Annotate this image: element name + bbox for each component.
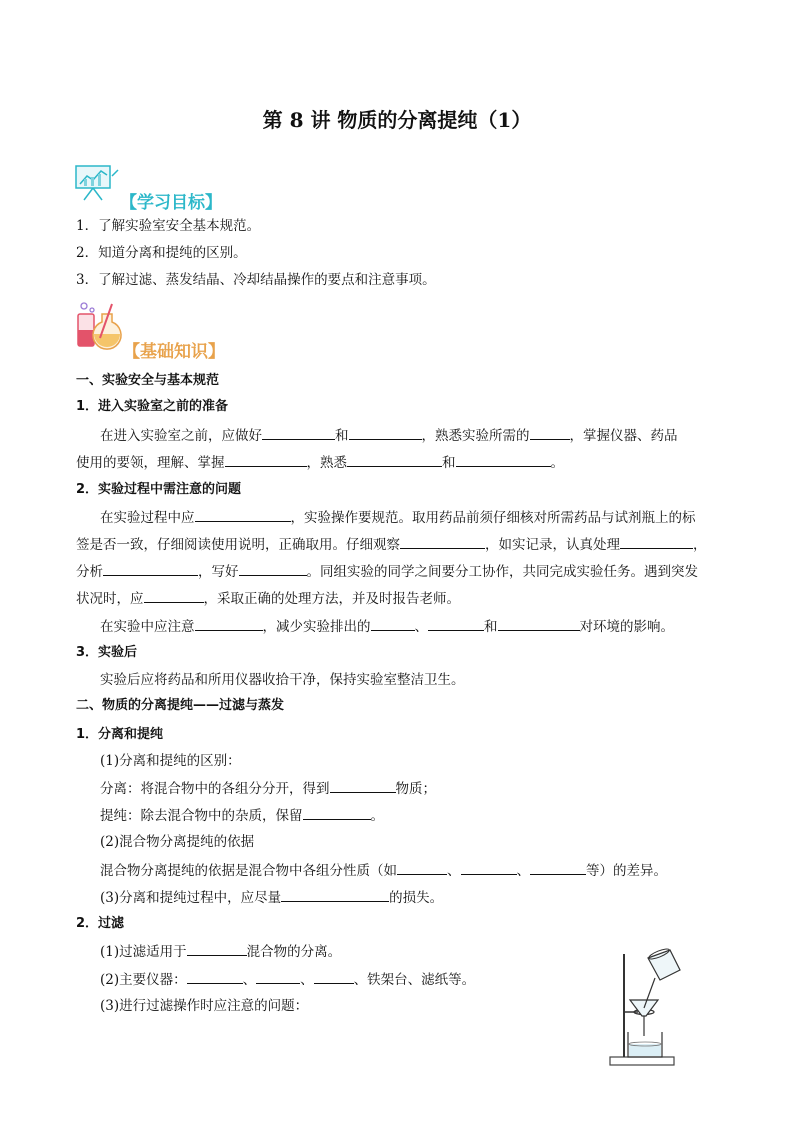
part2-heading: 二、物质的分离提纯——过滤与蒸发 <box>76 698 285 713</box>
blank-field <box>347 453 442 467</box>
text-line: 分离：将混合物中的各组分分开，得到 物质； <box>100 781 436 797</box>
text-line: (1)过滤适用于 混合物的分离。 <box>100 944 342 960</box>
goal-item: 2．知道分离和提纯的区别。 <box>76 245 247 261</box>
blank-field <box>281 888 389 902</box>
blank-field <box>144 589 204 603</box>
part1-sub2-heading: 2．实验过程中需注意的问题 <box>76 482 242 497</box>
text-line: 在实验中应注意 ，减少实验排出的 、 和 对环境的影响。 <box>100 619 674 635</box>
blank-field <box>103 562 198 576</box>
flask-icon <box>72 300 128 350</box>
text-line: 在实验过程中应 ，实验操作要规范。取用药品前须仔细核对所需药品与试剂瓶上的标 <box>100 510 696 526</box>
blank-field <box>303 806 371 820</box>
blank-field <box>620 535 693 549</box>
text-line: 状况时，应 ，采取正确的处理方法，并及时报告老师。 <box>76 591 460 607</box>
blank-field <box>498 617 580 631</box>
text-line: (1)分离和提纯的区别： <box>100 753 241 769</box>
blank-field <box>314 970 354 984</box>
presentation-board-icon <box>72 162 122 202</box>
part2-sub1-heading: 1．分离和提纯 <box>76 727 164 742</box>
part2-sub2-heading: 2．过滤 <box>76 916 125 931</box>
blank-field <box>371 617 415 631</box>
text-line: 使用的要领，理解、掌握 ，熟悉 和 。 <box>76 455 564 471</box>
goal-item: 3．了解过滤、蒸发结晶、冷却结晶操作的要点和注意事项。 <box>76 272 436 288</box>
text-line: (3)进行过滤操作时应注意的问题： <box>100 998 309 1014</box>
page-title: 第 8 讲 物质的分离提纯（1） <box>262 108 532 132</box>
filtration-apparatus-illustration <box>600 940 690 1070</box>
blank-field <box>530 861 586 875</box>
blank-field <box>428 617 484 631</box>
text-line: 实验后应将药品和所用仪器收拾干净，保持实验室整洁卫生。 <box>100 672 465 688</box>
text-line: (2)混合物分离提纯的依据 <box>100 834 255 850</box>
blank-field <box>195 508 291 522</box>
text-line: 提纯：除去混合物中的杂质，保留 。 <box>100 808 384 824</box>
text-line: 分析 ，写好 。同组实验的同学之间要分工协作，共同完成实验任务。遇到突发 <box>76 564 698 580</box>
part1-sub3-heading: 3．实验后 <box>76 645 138 660</box>
text-line: (2)主要仪器： 、 、 、铁架台、滤纸等。 <box>100 972 476 988</box>
goal-item: 1．了解实验室安全基本规范。 <box>76 218 261 234</box>
blank-field <box>400 535 485 549</box>
blank-field <box>195 617 263 631</box>
blank-field <box>187 970 243 984</box>
blank-field <box>461 861 517 875</box>
blank-field <box>530 426 570 440</box>
blank-field <box>187 942 247 956</box>
text-line: (3)分离和提纯过程中，应尽量 的损失。 <box>100 890 444 906</box>
blank-field <box>262 426 335 440</box>
blank-field <box>239 562 307 576</box>
text-line: 混合物分离提纯的依据是混合物中各组分性质（如 、 、 等）的差异。 <box>100 863 667 879</box>
blank-field <box>349 426 422 440</box>
part1-heading: 一、实验安全与基本规范 <box>76 373 220 388</box>
blank-field <box>225 453 307 467</box>
blank-field <box>456 453 551 467</box>
learning-goals-heading: 【学习目标】 <box>120 193 222 213</box>
blank-field <box>330 779 396 793</box>
part1-sub1-heading: 1．进入实验室之前的准备 <box>76 399 229 414</box>
basics-heading: 【基础知识】 <box>123 342 225 362</box>
blank-field <box>397 861 447 875</box>
blank-field <box>256 970 300 984</box>
text-line: 在进入实验室之前，应做好 和 ，熟悉实验所需的 ，掌握仪器、药品 <box>100 428 678 444</box>
text-line: 签是否一致，仔细阅读使用说明，正确取用。仔细观察 ，如实记录，认真处理 ， <box>76 537 707 553</box>
